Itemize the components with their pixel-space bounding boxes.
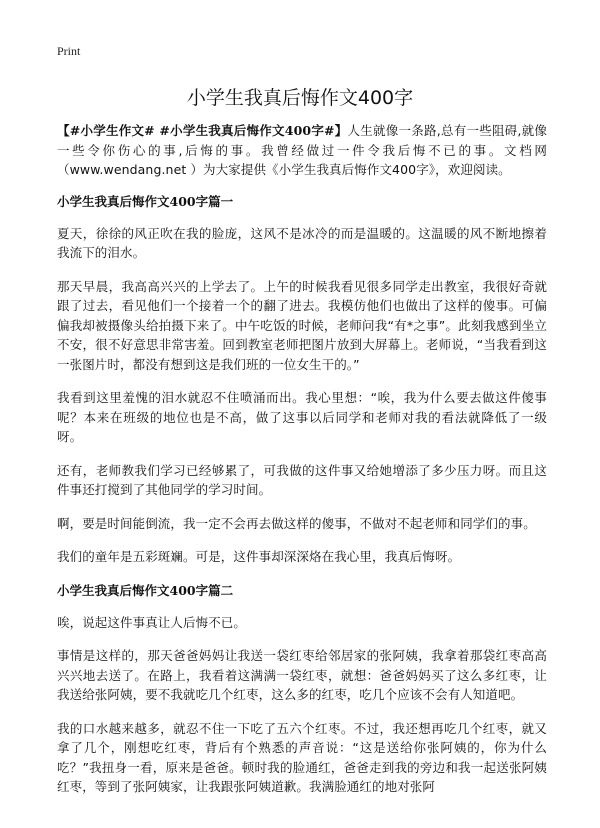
paragraph: 我的口水越来越多，就忍不住一下吃了五六个红枣。不过，我还想再吃几个红枣，就又拿了几个，刚想吃红枣，背后有个熟悉的声音说：“这是送给你张阿姨的，你为什么吃？”我扭身一看，原来是爸爸。顿时我的脸通红，爸爸走到我的旁边和我一起送张阿姨红枣，等到了张阿姨家，让我跟张阿姨道歉。我满脸通红的地对张阿 <box>57 720 547 794</box>
paragraph: 唉，说起这件事真让人后悔不已。 <box>57 614 247 630</box>
document-body <box>57 121 547 811</box>
paragraph: 那天早晨，我高高兴兴的上学去了。上午的时候我看见很多同学走出教室，我很好奇就跟了过去，看见他们一个接着一个的翻了进去。我模仿他们也做出了这样的傻事。可偏偏我却被摄像头给拍摄下来了。中午吃饭的时候，老师问我“有*之事”。此刻我感到坐立不安，很不好意思非常害羞。回到教室老师把图片放到大屏幕上。老师说，“当我看到这一张图片时，都没有想到这是我们班的一位女生干的。” <box>57 278 547 372</box>
paragraph: 啊，要是时间能倒流，我一定不会再去做这样的傻事，不做对不起老师和同学们的事。 <box>57 515 536 531</box>
intro-paragraph <box>57 121 547 180</box>
print-label[interactable]: Print <box>57 44 81 58</box>
intro-text: 人生就像一条路,总有一些阻碍,就像一些令你伤心的事,后悔的事。我曾经做过一件令我后悔不已的事。文档网（www.wendang.net ）为大家提供《小学生我真后悔作文400字》，欢迎阅读。 <box>57 123 547 177</box>
paragraph: 夏天，徐徐的风正吹在我的脸庞，这风不是冰冷的而是温暖的。这温暖的风不断地擦着我流下的泪水。 <box>57 225 547 260</box>
paragraph: 还有，老师教我们学习已经够累了，可我做的这件事又给她增添了多少压力呀。而且这件事还打搅到了其他同学的学习时间。 <box>57 462 547 497</box>
intro-tags: 【#小学生作文# #小学生我真后悔作文400字#】 <box>57 123 348 138</box>
paragraph: 我看到这里羞愧的泪水就忍不住喷涌而出。我心里想：“唉，我为什么要去做这件傻事呢？本来在班级的地位也是不高，做了这事以后同学和老师对我的看法就降低了一级呀。 <box>57 390 547 444</box>
document-title: 小学生我真后悔作文400字 <box>186 87 414 109</box>
section-heading-1: 小学生我真后悔作文400字篇一 <box>57 193 234 209</box>
paragraph: 事情是这样的，那天爸爸妈妈让我送一袋红枣给邻居家的张阿姨，我拿着那袋红枣高高兴兴地去送了。在路上，我看着这满满一袋红枣，就想：爸爸妈妈买了这么多红枣，让我送给张阿姨，要不我就吃几个红枣，这么多的红枣，吃几个应该不会有人知道吧。 <box>57 648 547 702</box>
section-heading-2: 小学生我真后悔作文400字篇二 <box>57 582 234 598</box>
paragraph: 我们的童年是五彩斑斓。可是，这件事却深深烙在我心里，我真后悔呀。 <box>57 549 461 564</box>
